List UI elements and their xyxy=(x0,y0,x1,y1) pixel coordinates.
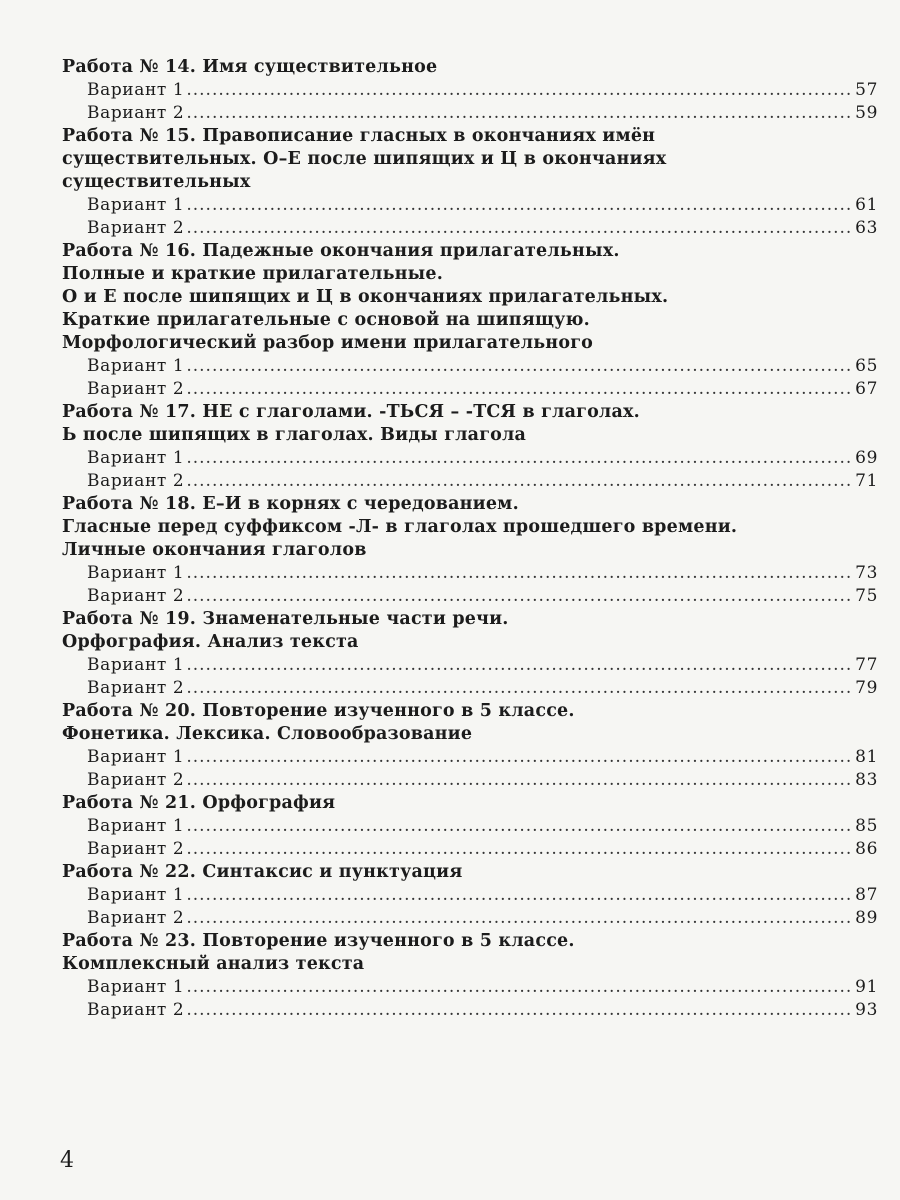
toc-entry-label: Вариант 2 xyxy=(87,586,185,606)
toc-entry[interactable] xyxy=(62,815,878,838)
toc-entry[interactable] xyxy=(62,769,878,792)
leader-dots xyxy=(186,585,850,608)
toc-entry-page: 69 xyxy=(855,448,878,468)
toc-section xyxy=(62,930,878,1022)
section-heading-line: Работа № 23. Повторение изученного в 5 классе. xyxy=(62,931,575,951)
toc-entry-label: Вариант 2 xyxy=(87,379,185,399)
leader-dots xyxy=(186,378,850,401)
toc-entry-label: Вариант 1 xyxy=(87,747,185,767)
toc-entry-page: 93 xyxy=(855,1000,878,1020)
toc-entry-page: 83 xyxy=(855,770,878,790)
toc-entry[interactable] xyxy=(62,378,878,401)
toc-entry[interactable] xyxy=(62,470,878,493)
toc-entry[interactable] xyxy=(62,355,878,378)
leader-dots xyxy=(186,838,850,861)
section-heading-line: Морфологический разбор имени прилагательного xyxy=(62,333,593,353)
section-heading-line: Работа № 17. НЕ с глаголами. -ТЬСЯ – -ТСЯ в глаголах. xyxy=(62,402,640,422)
section-heading-line: Гласные перед суффиксом -Л- в глаголах прошедшего времени. xyxy=(62,517,738,537)
leader-dots xyxy=(186,102,850,125)
leader-dots xyxy=(186,355,850,378)
section-heading-line: Фонетика. Лексика. Словообразование xyxy=(62,724,473,744)
section-heading-line: Работа № 20. Повторение изученного в 5 классе. xyxy=(62,701,575,721)
section-heading-line: Личные окончания глаголов xyxy=(62,540,367,560)
section-heading-line: Работа № 22. Синтаксис и пунктуация xyxy=(62,862,463,882)
toc-section xyxy=(62,861,878,930)
toc-entry-label: Вариант 2 xyxy=(87,218,185,238)
toc-section xyxy=(62,401,878,493)
toc-entry[interactable] xyxy=(62,907,878,930)
toc-entry[interactable] xyxy=(62,447,878,470)
toc-entry-label: Вариант 1 xyxy=(87,816,185,836)
toc-entry-label: Вариант 1 xyxy=(87,655,185,675)
toc-section xyxy=(62,56,878,125)
toc-entry-page: 89 xyxy=(855,908,878,928)
leader-dots xyxy=(186,79,850,102)
toc-entry[interactable] xyxy=(62,654,878,677)
toc-entry[interactable] xyxy=(62,884,878,907)
toc-entry-label: Вариант 1 xyxy=(87,977,185,997)
section-heading-line: Работа № 14. Имя существительное xyxy=(62,57,438,77)
toc-entry-page: 75 xyxy=(855,586,878,606)
toc-entry-label: Вариант 2 xyxy=(87,678,185,698)
toc-entry[interactable] xyxy=(62,585,878,608)
toc-entry-page: 65 xyxy=(855,356,878,376)
toc-entry-label: Вариант 2 xyxy=(87,839,185,859)
leader-dots xyxy=(186,815,850,838)
page-number: 4 xyxy=(60,1148,74,1173)
toc-entry-label: Вариант 1 xyxy=(87,356,185,376)
leader-dots xyxy=(186,907,850,930)
section-heading-line: Работа № 16. Падежные окончания прилагательных. xyxy=(62,241,620,261)
section-heading-line: Орфография. Анализ текста xyxy=(62,632,359,652)
toc-entry-page: 61 xyxy=(855,195,878,215)
toc-entry[interactable] xyxy=(62,976,878,999)
toc-entry-page: 79 xyxy=(855,678,878,698)
section-heading-line: существительных. О–Е после шипящих и Ц в окончаниях xyxy=(62,149,667,169)
section-heading-line: Комплексный анализ текста xyxy=(62,954,365,974)
toc-entry[interactable] xyxy=(62,562,878,585)
toc-entry[interactable] xyxy=(62,999,878,1022)
table-of-contents xyxy=(62,56,878,1022)
toc-section xyxy=(62,608,878,700)
toc-entry-label: Вариант 2 xyxy=(87,770,185,790)
toc-entry-page: 86 xyxy=(855,839,878,859)
toc-entry-label: Вариант 2 xyxy=(87,1000,185,1020)
toc-section xyxy=(62,240,878,401)
toc-entry-page: 71 xyxy=(855,471,878,491)
toc-entry-label: Вариант 2 xyxy=(87,471,185,491)
toc-entry-page: 81 xyxy=(855,747,878,767)
leader-dots xyxy=(186,769,850,792)
toc-entry-label: Вариант 1 xyxy=(87,80,185,100)
section-heading-line: Работа № 18. Е–И в корнях с чередованием. xyxy=(62,494,519,514)
toc-entry-label: Вариант 1 xyxy=(87,885,185,905)
toc-entry-label: Вариант 2 xyxy=(87,908,185,928)
toc-section xyxy=(62,125,878,240)
toc-entry-page: 73 xyxy=(855,563,878,583)
section-heading-line: О и Е после шипящих и Ц в окончаниях прилагательных. xyxy=(62,287,669,307)
leader-dots xyxy=(186,654,850,677)
leader-dots xyxy=(186,470,850,493)
toc-entry[interactable] xyxy=(62,746,878,769)
toc-section xyxy=(62,700,878,792)
leader-dots xyxy=(186,447,850,470)
section-heading-line: Полные и краткие прилагательные. xyxy=(62,264,444,284)
toc-entry[interactable] xyxy=(62,217,878,240)
section-heading-line: Краткие прилагательные с основой на шипящую. xyxy=(62,310,590,330)
toc-entry-page: 63 xyxy=(855,218,878,238)
toc-entry[interactable] xyxy=(62,838,878,861)
toc-entry-page: 85 xyxy=(855,816,878,836)
toc-section xyxy=(62,493,878,608)
section-heading-line: Работа № 19. Знаменательные части речи. xyxy=(62,609,509,629)
toc-entry-label: Вариант 1 xyxy=(87,448,185,468)
toc-entry-label: Вариант 1 xyxy=(87,195,185,215)
toc-entry-page: 59 xyxy=(855,103,878,123)
leader-dots xyxy=(186,884,850,907)
leader-dots xyxy=(186,999,850,1022)
toc-section xyxy=(62,792,878,861)
toc-entry[interactable] xyxy=(62,79,878,102)
toc-entry[interactable] xyxy=(62,102,878,125)
toc-entry-page: 67 xyxy=(855,379,878,399)
toc-entry-label: Вариант 2 xyxy=(87,103,185,123)
leader-dots xyxy=(186,976,850,999)
leader-dots xyxy=(186,677,850,700)
section-heading-line: Работа № 21. Орфография xyxy=(62,793,336,813)
section-heading-line: Работа № 15. Правописание гласных в окончаниях имён xyxy=(62,126,656,146)
toc-entry-label: Вариант 1 xyxy=(87,563,185,583)
toc-entry-page: 77 xyxy=(855,655,878,675)
section-heading-line: существительных xyxy=(62,172,251,192)
section-heading-line: Ь после шипящих в глаголах. Виды глагола xyxy=(62,425,527,445)
toc-entry-page: 91 xyxy=(855,977,878,997)
leader-dots xyxy=(186,562,850,585)
leader-dots xyxy=(186,194,850,217)
toc-entry-page: 87 xyxy=(855,885,878,905)
toc-entry-page: 57 xyxy=(855,80,878,100)
toc-entry[interactable] xyxy=(62,677,878,700)
leader-dots xyxy=(186,746,850,769)
leader-dots xyxy=(186,217,850,240)
toc-entry[interactable] xyxy=(62,194,878,217)
